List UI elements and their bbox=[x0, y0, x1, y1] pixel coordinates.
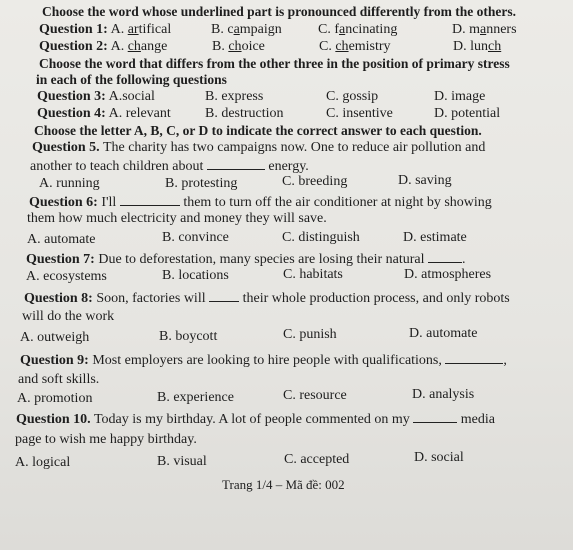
question-3: Question 3: A.social bbox=[37, 89, 155, 104]
question-label: Question 10. bbox=[16, 412, 91, 427]
question-2: Question 2: A. change bbox=[39, 39, 168, 54]
question-10-line-2: page to wish me happy birthday. bbox=[15, 432, 197, 447]
answer-blank bbox=[428, 250, 462, 263]
q8-option-c: C. punish bbox=[283, 327, 337, 342]
q3-option-c: C. gossip bbox=[326, 89, 379, 104]
question-label: Question 4: bbox=[37, 106, 106, 121]
q1-option-d: D. manners bbox=[452, 22, 517, 37]
question-7: Question 7: Due to deforestation, many species are losing their natural . bbox=[26, 252, 466, 267]
question-8-line-2: will do the work bbox=[22, 309, 115, 324]
question-label: Question 9: bbox=[20, 353, 89, 368]
question-9: Question 9: Most employers are looking to hire people with qualifications, , bbox=[20, 353, 507, 368]
question-label: Question 5. bbox=[32, 140, 100, 155]
question-label: Question 8: bbox=[24, 291, 93, 306]
q1-option-b: B. campaign bbox=[211, 22, 282, 37]
q4-option-c: C. insentive bbox=[326, 106, 393, 121]
q6-option-b: B. convince bbox=[162, 230, 229, 245]
q10-option-b: B. visual bbox=[157, 454, 207, 469]
q4-option-d: D. potential bbox=[434, 106, 501, 121]
q10-option-d: D. social bbox=[414, 450, 464, 465]
q9-option-b: B. experience bbox=[157, 390, 234, 405]
q7-option-b: B. locations bbox=[162, 268, 229, 283]
question-5-line-2: another to teach children about energy. bbox=[30, 159, 309, 174]
answer-blank bbox=[120, 193, 180, 206]
q5-option-d: D. saving bbox=[398, 173, 452, 188]
q5-option-a: A. running bbox=[39, 176, 100, 191]
q10-option-c: C. accepted bbox=[284, 452, 350, 467]
question-label: Question 6: bbox=[29, 195, 98, 210]
q3-option-b: B. express bbox=[205, 89, 264, 104]
question-10: Question 10. Today is my birthday. A lot of people commented on my media bbox=[16, 412, 495, 427]
q1-option-c: C. fancinating bbox=[318, 22, 398, 37]
question-6-line-2: them how much electricity and money they will save. bbox=[27, 211, 327, 226]
q2-option-c: C. chemistry bbox=[319, 39, 391, 54]
q9-option-d: D. analysis bbox=[412, 387, 475, 402]
q8-option-a: A. outweigh bbox=[20, 330, 90, 345]
page-footer: Trang 1/4 – Mã đề: 002 bbox=[222, 477, 345, 492]
question-9-line-2: and soft skills. bbox=[18, 372, 100, 387]
answer-blank bbox=[207, 157, 265, 170]
q5-option-b: B. protesting bbox=[165, 176, 238, 191]
question-6: Question 6: I'll them to turn off the air conditioner at night by showing bbox=[29, 195, 492, 210]
q7-option-d: D. atmospheres bbox=[404, 267, 492, 282]
q6-option-a: A. automate bbox=[27, 232, 96, 247]
question-5: Question 5. The charity has two campaigns now. One to reduce air pollution and bbox=[32, 140, 486, 155]
q7-option-c: C. habitats bbox=[283, 267, 343, 282]
q4-option-b: B. destruction bbox=[205, 106, 284, 121]
section-heading-multiple-choice: Choose the letter A, B, C, or D to indicate the correct answer to each question. bbox=[34, 123, 482, 138]
q5-option-c: C. breeding bbox=[282, 174, 348, 189]
question-1: Question 1: A. artifical bbox=[39, 22, 172, 37]
q10-option-a: A. logical bbox=[15, 455, 71, 470]
answer-blank bbox=[209, 289, 239, 302]
section-heading-stress-cont: in each of the following questions bbox=[36, 72, 227, 87]
q3-option-d: D. image bbox=[434, 89, 486, 104]
q8-option-d: D. automate bbox=[409, 326, 478, 341]
question-label: Question 1: bbox=[39, 22, 108, 37]
section-heading-stress: Choose the word that differs from the other three in the position of primary stress bbox=[39, 56, 510, 71]
q7-option-a: A. ecosystems bbox=[26, 269, 107, 284]
q8-option-b: B. boycott bbox=[159, 329, 218, 344]
q2-option-b: B. choice bbox=[212, 39, 265, 54]
question-8: Question 8: Soon, factories will their whole production process, and only robots bbox=[24, 291, 510, 306]
question-4: Question 4: A. relevant bbox=[37, 106, 171, 121]
answer-blank bbox=[413, 410, 457, 423]
q9-option-c: C. resource bbox=[283, 388, 347, 403]
q6-option-c: C. distinguish bbox=[282, 230, 360, 245]
answer-blank bbox=[445, 351, 503, 364]
q9-option-a: A. promotion bbox=[17, 391, 93, 406]
question-label: Question 2: bbox=[39, 39, 108, 54]
section-heading-pronunciation: Choose the word whose underlined part is pronounced differently from the others. bbox=[42, 4, 517, 19]
question-label: Question 3: bbox=[37, 89, 106, 104]
q2-option-d: D. lunch bbox=[453, 39, 502, 54]
q6-option-d: D. estimate bbox=[403, 230, 467, 245]
question-label: Question 7: bbox=[26, 252, 95, 267]
